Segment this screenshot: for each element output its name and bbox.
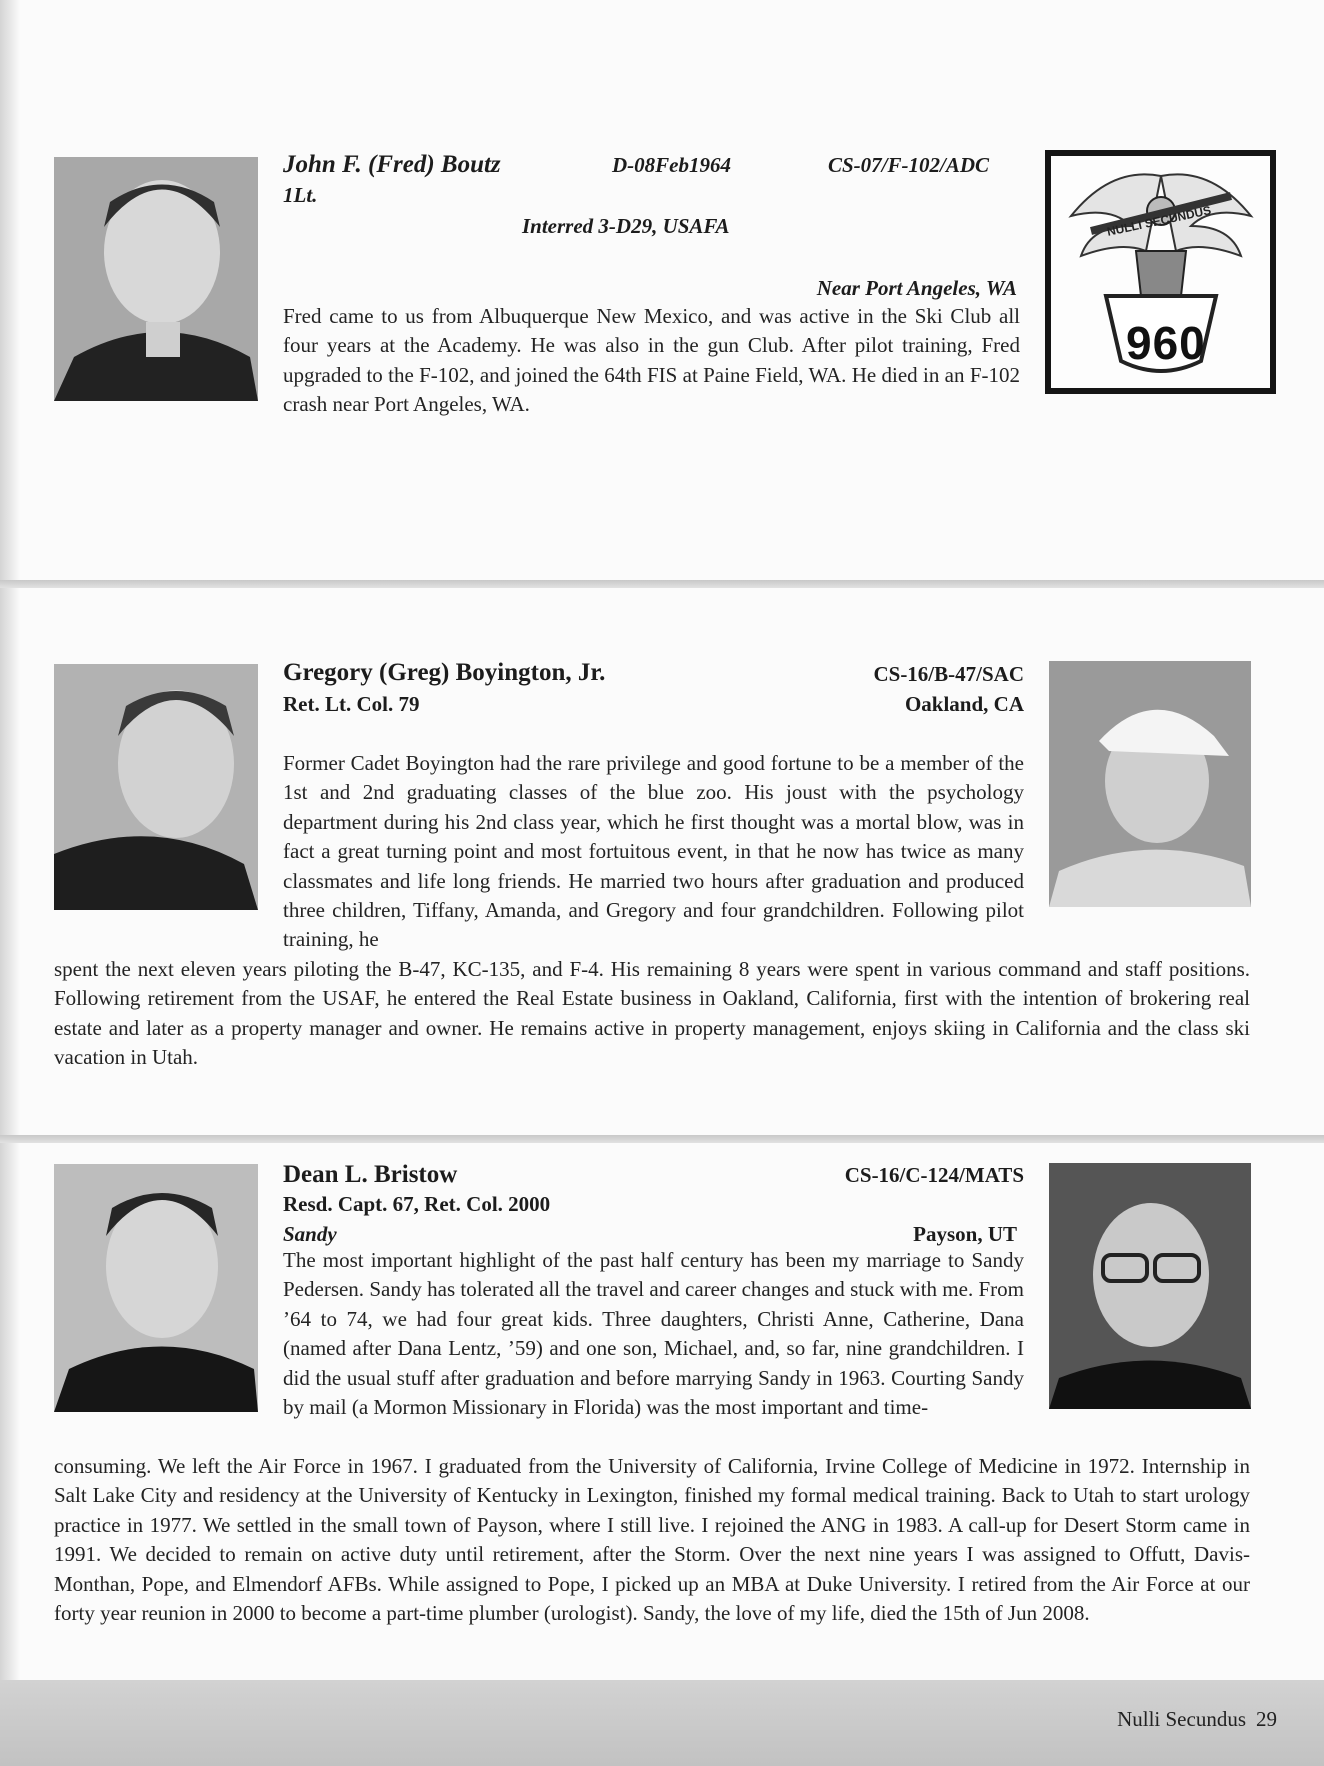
boyington-rank: Ret. Lt. Col. 79 [283,692,420,716]
boutz-bio [283,302,1020,420]
portrait-silhouette-icon [54,157,258,401]
bristow-assignment: CS-16/C-124/MATS [844,1163,1024,1187]
boyington-bio-text-1: Former Cadet Boyington had the rare privilege and good fortune to be a member of the 1st and 2nd graduating classes of the blue zoo. His joust with the psychology department during his 2nd class year, which he first thought was a mortal blow, was in fact a great turning point and most fortuitous event, in that he now has twice as many classmates and life long friends. He married two hours after graduation and produced three children, Tiffany, Amanda, and Gregory and four grandchildren. Following pilot training, he [283,751,1024,952]
boyington-name: Gregory (Greg) Boyington, Jr. [283,659,606,686]
bristow-rank: Resd. Capt. 67, Ret. Col. 2000 [283,1192,551,1216]
boutz-name: John F. (Fred) Boutz [283,151,501,178]
crest-motto: NULLI SECUNDUS [1105,203,1213,239]
boyington-current-photo [1049,661,1251,907]
bristow-bio-text-2: consuming. We left the Air Force in 1967. I graduated from the University of California, Irvine College of Medicine in 1972. Internship in Salt Lake City and residency at the University of Kentucky in Lexington, finished my formal medical training. Back to Utah to start urology practice in 1977. We settled in the small town of Payson, where I still live. I rejoined the ANG in 1983. A call-up for Desert Storm came in 1991. We decided to remain on active duty until retirement, after the Storm. Over the next nine years I was assigned to Offutt, Davis-Monthan, Pope, and Elmendorf AFBs. While assigned to Pope, I picked up an MBA at Duke University. I retired from the Air Force at our forty year reunion in 2000 to become a part-time plumber (urologist). Sandy, the love of my life, died the 15th of Jun 2008. [54,1454,1250,1626]
bristow-bio-full [54,1452,1250,1628]
crest-year: 960 [1126,317,1206,369]
boyington-bio-wrapped [283,749,1024,955]
boyington-location: Oakland, CA [904,692,1024,716]
bristow-cadet-photo [54,1164,258,1412]
page-footer [1117,1707,1277,1732]
boyington-bio-full [54,955,1250,1073]
bristow-current-photo [1049,1163,1251,1409]
boutz-rank: 1Lt. [283,183,318,207]
footer-title: Nulli Secundus [1117,1707,1246,1731]
portrait-silhouette-icon [54,664,258,910]
portrait-silhouette-icon [1049,1163,1251,1409]
boyington-assignment: CS-16/B-47/SAC [873,662,1024,686]
boutz-assignment: CS-07/F-102/ADC [828,153,990,177]
boutz-death-date: D-08Feb1964 [612,153,731,177]
portrait-silhouette-icon [1049,661,1251,907]
portrait-silhouette-icon [54,1164,258,1412]
section-divider [0,580,1324,588]
boutz-location: Near Port Angeles, WA [816,276,1017,300]
boyington-cadet-photo [54,664,258,910]
bristow-bio-wrapped [283,1246,1024,1422]
boyington-bio-text-2: spent the next eleven years piloting the B-47, KC-135, and F-4. His remaining 8 years were spent in various command and staff positions. Following retirement from the USAF, he entered the Real Estate business in Oakland, California, first with the intention of brokering real estate and later as a property manager and owner. He remains active in property management, enjoys skiing in California and the class ski vacation in Utah. [54,957,1250,1070]
section-divider [0,1135,1324,1143]
boutz-cadet-photo [54,157,258,401]
bristow-name: Dean L. Bristow [283,1161,458,1188]
boutz-interred: Interred 3-D29, USAFA [522,214,730,238]
boutz-bio-text: Fred came to us from Albuquerque New Mexico, and was active in the Ski Club all four years at the Academy. He was also in the gun Club. After pilot training, Fred upgraded to the F-102, and joined the 64th FIS at Paine Field, WA. He died in an F-102 crash near Port Angeles, WA. [283,304,1020,417]
bristow-spouse: Sandy [283,1222,337,1246]
bristow-bio-text-1: The most important highlight of the past half century has been my marriage to Sandy Pedersen. Sandy has tolerated all the travel and career changes and stuck with me. From ’64 to 74, we had four great kids. Three daughters, Christi Anne, Catherine, Dana (named after Dana Lentz, ’59) and one son, Michael, and, so far, nine grandchildren. I did the usual stuff after graduation and before marrying Sandy in 1963. Courting Sandy by mail (a Mormon Missionary in Florida) was the most important and time- [283,1248,1024,1420]
bristow-location: Payson, UT [913,1222,1017,1246]
page-number: 29 [1256,1707,1277,1731]
class-crest-emblem [1045,150,1276,394]
page-gutter [0,0,20,1766]
